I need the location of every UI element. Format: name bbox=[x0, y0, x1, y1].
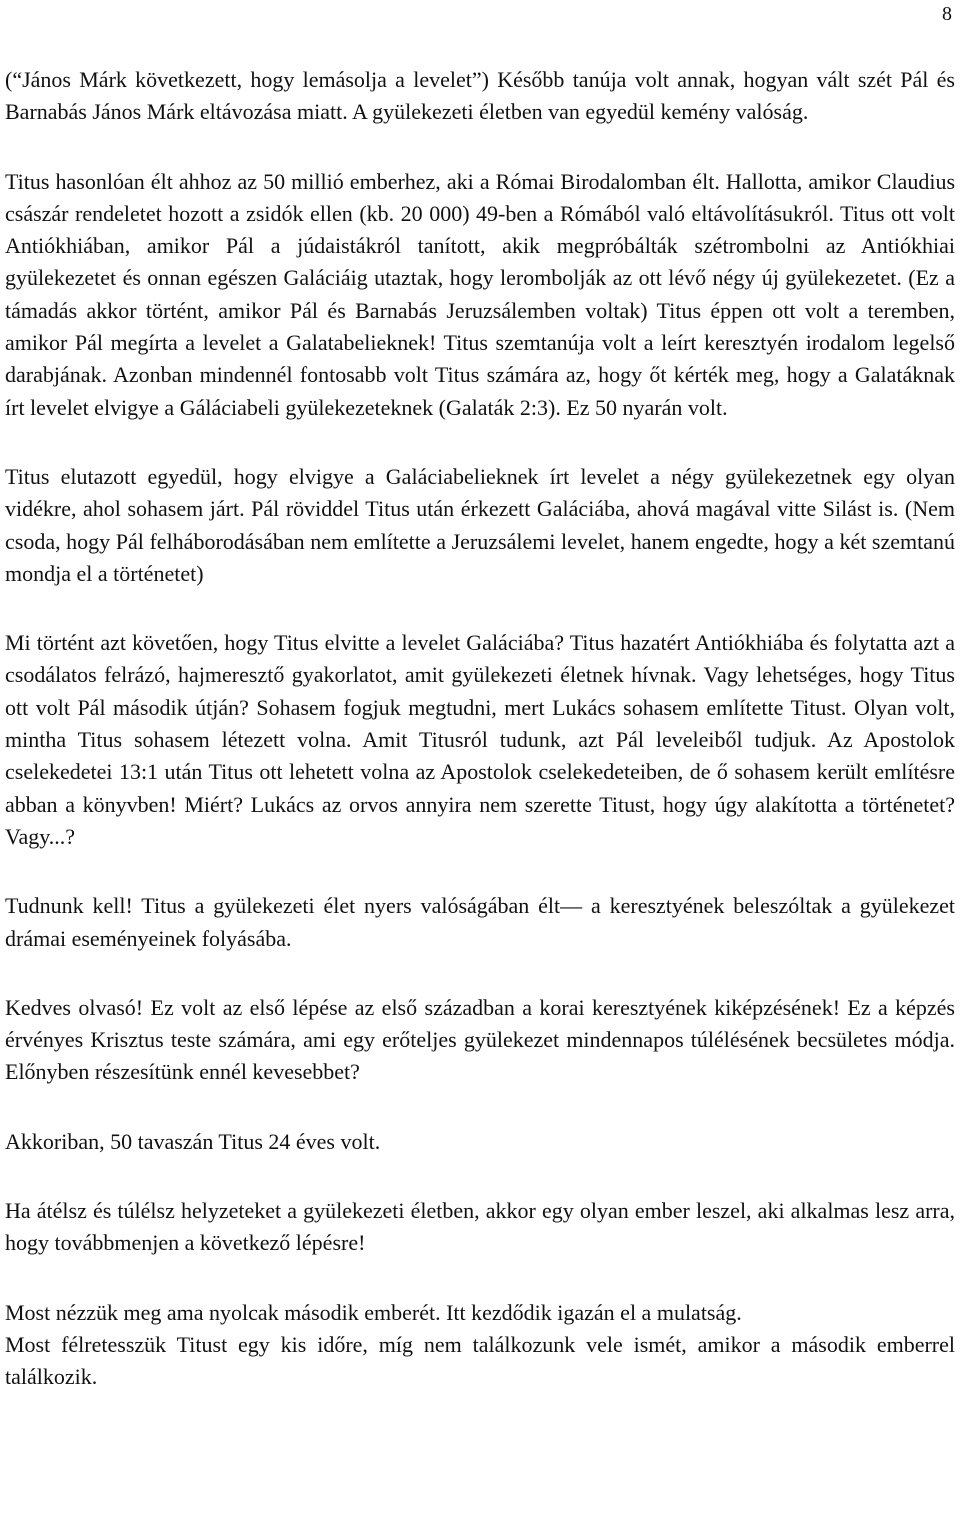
paragraph-second-man: Most nézzük meg ama nyolcak második emberét. Itt kezdődik igazán el a mulatság. bbox=[5, 1299, 742, 1325]
paragraph-titus-journey: Titus elutazott egyedül, hogy elvigye a Galáciabelieknek írt levelet a négy gyülekezetnek egy olyan vidékre, ahol sohasem járt. Pál röviddel Titus után érkezett Galáciába, ahová magával vitte Silást is. (Nem csoda, hogy Pál felháborodásában nem említette a Jeruzsálemi levelet, hanem engedte, hogy a két szemtanú mondja el a történetet) bbox=[5, 463, 955, 586]
page-number: 8 bbox=[942, 3, 952, 25]
paragraph-titus-age: Akkoriban, 50 tavaszán Titus 24 éves volt. bbox=[5, 1128, 381, 1154]
paragraph-titus-background: Titus hasonlóan élt ahhoz az 50 millió emberhez, aki a Római Birodalomban élt. Hallotta, amikor Claudius császár rendeletet hozott a zsidók ellen (kb. 20 000) 49-ben a Rómából való eltávolításukról. Titus ott volt Antiókhiában, amikor Pál a júdaistákról tanított, akik megpróbálták szétrombolni az Antiókhiai gyülekezetet és onnan egészen Galáciáig utaztak, hogy lerombolják az ott lévő négy új gyülekezetet. (Ez a támadás akkor történt, amikor Pál és Barnabás Jeruzsálemben voltak) Titus éppen ott volt a teremben, amikor Pál megírta a levelet a Galatabelieknek! Titus szemtanúja volt a leírt keresztyén irodalom legelső darabjának. Azonban mindennél fontosabb volt Titus számára az, hogy őt kérték meg, hogy a Galatáknak írt levelet elvigye a Gáláciabeli gyülekezeteknek (Galaták 2:3). Ez 50 nyarán volt. bbox=[5, 168, 955, 420]
paragraph-next-step: Ha átélsz és túlélsz helyzeteket a gyülekezeti életben, akkor egy olyan ember leszel, aki alkalmas lesz arra, hogy továbbmenjen a következő lépésre! bbox=[5, 1198, 955, 1256]
paragraph-must-know: Tudnunk kell! Titus a gyülekezeti élet nyers valóságában élt— a keresztyének beleszóltak a gyülekezet drámai eseményeinek folyásába. bbox=[5, 893, 955, 951]
paragraph-what-happened: Mi történt azt követően, hogy Titus elvitte a levelet Galáciába? Titus hazatért Antiókhiába és folytatta azt a csodálatos felrázó, hajmeresztő gyakorlatot, amit gyülekezeti életnek hívnak. Vagy lehetséges, hogy Titus ott volt Pál második útján? Sohasem fogjuk megtudni, mert Lukács sohasem említette Titust. Olyan volt, mintha Titus sohasem létezett volna. Amit Titusról tudunk, azt Pál leveleiből tudjuk. Az Apostolok cselekedetei 13:1 után Titus ott lehetett volna az Apostolok cselekedeteiben, de ő sohasem került említésre abban a könyvben! Miért? Lukács az orvos annyira nem szerette Titust, hogy úgy alakította a történetet? Vagy...? bbox=[5, 630, 955, 849]
paragraph-set-aside-titus: Most félretesszük Titust egy kis időre, míg nem találkozunk vele ismét, amikor a második emberrel találkozik. bbox=[5, 1331, 955, 1390]
document-body bbox=[5, 64, 955, 1394]
paragraph-dear-reader: Kedves olvasó! Ez volt az első lépése az első században a korai keresztyének kiképzésének! Ez a képzés érvényes Krisztus teste számára, ami egy erőteljes gyülekezet mindennapos túlélésének becsületes módja. Előnyben részesítünk ennél kevesebbet? bbox=[5, 994, 955, 1085]
paragraph-janos-mark: (“János Márk következett, hogy lemásolja a levelet”) Később tanúja volt annak, hogyan vált szét Pál és Barnabás János Márk eltávozása miatt. A gyülekezeti életben van egyedül kemény valóság. bbox=[5, 67, 955, 125]
